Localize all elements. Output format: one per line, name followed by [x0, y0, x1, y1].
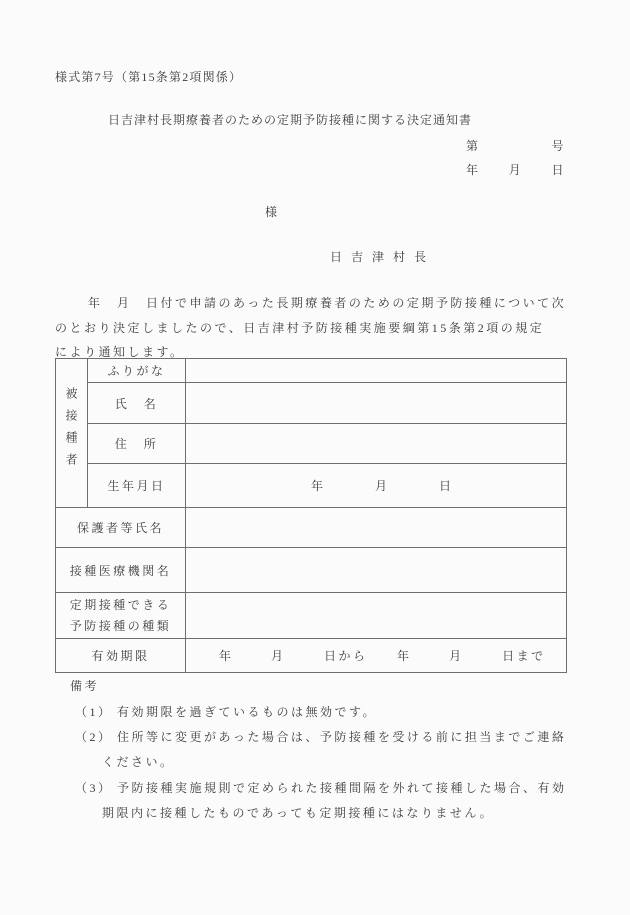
- note-text: 期限内に接種したものであっても定期接種にはなりません。: [102, 805, 495, 820]
- validity-from-day-label: 日から: [324, 649, 368, 663]
- addressee-honorific: 様: [265, 205, 280, 219]
- validity-to-year-label: 年: [397, 649, 412, 663]
- vaccine-type-label-line1: 定期接種できる: [69, 597, 172, 612]
- guardian-name-label: 保護者等氏名: [56, 508, 186, 548]
- form-number: 様式第7号（第15条第2項関係）: [55, 70, 243, 84]
- sender-name: 日吉津村長: [330, 250, 436, 264]
- birthdate-label: 生年月日: [88, 464, 186, 508]
- name-field: [186, 383, 567, 424]
- table-row-name: [56, 383, 567, 424]
- name-label: 氏 名: [88, 383, 186, 424]
- recipient-group-cell: [56, 359, 88, 508]
- birthdate-field: [186, 464, 567, 508]
- document-date-line: [466, 161, 566, 178]
- recipient-group-label: 被接種者: [64, 387, 78, 475]
- validity-to-day-label: 日まで: [502, 649, 546, 663]
- vaccine-type-label: [56, 593, 186, 639]
- validity-period-label: 有効期限: [56, 639, 186, 673]
- body-line: のとおり決定しましたので、日吉津村予防接種実施要綱第15条第2項の規定: [55, 320, 545, 335]
- remarks-section: [70, 678, 575, 826]
- guardian-name-field: [186, 508, 567, 548]
- date-day-label: 日: [551, 163, 566, 177]
- table-row-vaccine-type: [56, 593, 567, 639]
- table-row-birthdate: [56, 464, 567, 508]
- body-line: により通知します。: [55, 345, 185, 359]
- remark-note-3: [75, 776, 575, 826]
- document-number-line: [466, 137, 566, 154]
- table-row-furigana: [56, 359, 567, 383]
- validity-period-field: [186, 639, 567, 673]
- document-number-suffix: 号: [551, 139, 566, 153]
- note-marker: （3）: [75, 780, 113, 795]
- document-title: 日吉津村長期療養者のための定期予防接種に関する決定通知書: [107, 113, 472, 127]
- note-text: 有効期限を過ぎているものは無効です。: [117, 705, 378, 719]
- validity-to-month-label: 月: [449, 649, 464, 663]
- medical-institution-field: [186, 548, 567, 593]
- remark-note-1: [75, 700, 575, 725]
- remark-note-2: [75, 725, 575, 775]
- birth-month-label: 月: [375, 479, 390, 493]
- date-month-label: 月: [508, 163, 524, 177]
- table-row-medical-institution: [56, 548, 567, 593]
- note-text: 住所等に変更があった場合は、予防接種を受ける前に担当までご連絡: [117, 730, 567, 745]
- table-row-validity: [56, 639, 567, 673]
- birth-year-label: 年: [311, 479, 326, 493]
- vaccine-type-field: [186, 593, 567, 639]
- note-marker: （2）: [75, 730, 113, 745]
- birth-day-label: 日: [439, 479, 454, 493]
- note-text: ください。: [102, 755, 175, 770]
- date-year-label: 年: [466, 163, 481, 177]
- document-number-prefix: 第: [466, 139, 481, 153]
- note-marker: （1）: [75, 705, 113, 719]
- body-line: 年 月 日付で申請のあった長期療養者のための定期予防接種について次: [88, 296, 567, 310]
- medical-institution-label: 接種医療機関名: [56, 548, 186, 593]
- address-label: 住 所: [88, 424, 186, 464]
- vaccine-type-label-line2: 予防接種の種類: [69, 618, 172, 633]
- body-paragraph: [55, 291, 571, 365]
- furigana-label: ふりがな: [88, 359, 186, 383]
- table-row-guardian: [56, 508, 567, 548]
- table-row-address: [56, 424, 567, 464]
- furigana-field: [186, 359, 567, 383]
- validity-from-year-label: 年: [219, 649, 234, 663]
- note-text: 予防接種実施規則で定められた接種間隔を外れて接種した場合、有効: [117, 780, 567, 795]
- validity-from-month-label: 月: [271, 649, 286, 663]
- recipient-info-table: [55, 358, 567, 673]
- remarks-heading: 備考: [70, 679, 100, 693]
- address-field: [186, 424, 567, 464]
